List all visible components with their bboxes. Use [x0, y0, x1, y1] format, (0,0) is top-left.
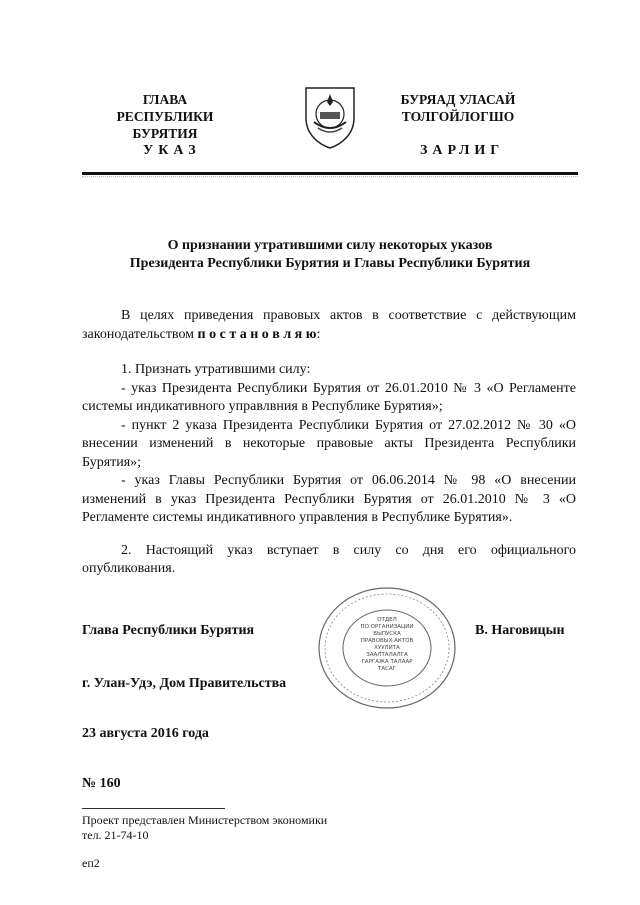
document-code: еп2: [82, 856, 100, 870]
preamble-keyword: п о с т а н о в л я ю: [197, 326, 317, 342]
signatory-name: В. Наговицын: [475, 623, 565, 638]
preamble-text: В целях приведения правовых актов в соответствие с действующим законодательством: [82, 308, 576, 342]
item1-c: - указ Главы Республики Бурятия от 06.06.2014 № 98 «О внесении изменений в указ Президента Республики Бурятия от 26.01.2010 № 3 «О Регламенте системы индикативного управления в Республике Бурятия».: [82, 473, 576, 525]
stamp-line: ОТДЕЛ: [377, 617, 397, 623]
stamp-line: ЗААЛТАЛАЛГА: [366, 652, 408, 658]
stamp-line: ГАРГАЖА ТАЛААР: [361, 659, 413, 665]
decree-number: № 160: [82, 776, 121, 791]
signatory-position: Глава Республики Бурятия: [82, 623, 255, 638]
decree-items: [82, 361, 576, 579]
stamp-center-text: [346, 617, 428, 673]
coat-of-arms-icon: [300, 84, 360, 150]
header-right-line1: БУРЯАД УЛАСАЙ: [400, 92, 516, 107]
footnote-rule: [82, 808, 225, 809]
preamble-end: :: [316, 326, 321, 342]
stamp-line: ПРАВОВЫХ АКТОВ: [360, 638, 414, 644]
header-left-title: [90, 91, 240, 142]
header-dotted-rule: [82, 176, 578, 177]
item1-a: - указ Президента Республики Бурятия от 26.01.2010 № 3 «О Регламенте системы индикативного управлвния в Республике Бурятия»;: [82, 380, 576, 414]
footnote-line1: Проект представлен Министерством экономики: [82, 813, 328, 827]
stamp-line: ПО ОРГАНИЗАЦИИ: [360, 624, 414, 630]
item2: 2. Настоящий указ вступает в силу со дня его официального опубликования.: [82, 542, 576, 576]
document-title: [82, 237, 578, 273]
header-left-line1: ГЛАВА: [142, 92, 188, 107]
header-left-line2: РЕСПУБЛИКИ БУРЯТИЯ: [116, 109, 214, 141]
header-right-title: [383, 91, 533, 125]
title-line1: О признании утратившими силу некоторых указов: [167, 238, 493, 253]
preamble: [82, 307, 576, 344]
signing-date: 23 августа 2016 года: [82, 726, 209, 741]
header-left-doc-type: УКАЗ: [143, 143, 201, 158]
stamp-line: ТАСАГ: [377, 666, 397, 672]
header-right-line2: ТОЛГОЙЛОГШО: [401, 109, 515, 124]
signing-place: г. Улан-Удэ, Дом Правительства: [82, 676, 287, 691]
header-rule: [82, 172, 578, 175]
title-line2: Президента Республики Бурятия и Главы Республики Бурятия: [129, 256, 531, 271]
footnote: [82, 813, 327, 843]
header-right-doc-type: ЗАРЛИГ: [420, 143, 505, 158]
item1-b: - пункт 2 указа Президента Республики Бурятия от 27.02.2012 № 30 «О внесении изменений в некоторые правовые акты Президента Республики Бурятия»;: [82, 417, 576, 470]
official-stamp: [316, 585, 458, 711]
footnote-line2: тел. 21-74-10: [82, 828, 149, 842]
stamp-line: ВЫПУСКА: [373, 631, 401, 637]
item1-heading: 1. Признать утратившими силу:: [121, 362, 311, 377]
stamp-line: ХУУЛИТА: [374, 645, 400, 651]
